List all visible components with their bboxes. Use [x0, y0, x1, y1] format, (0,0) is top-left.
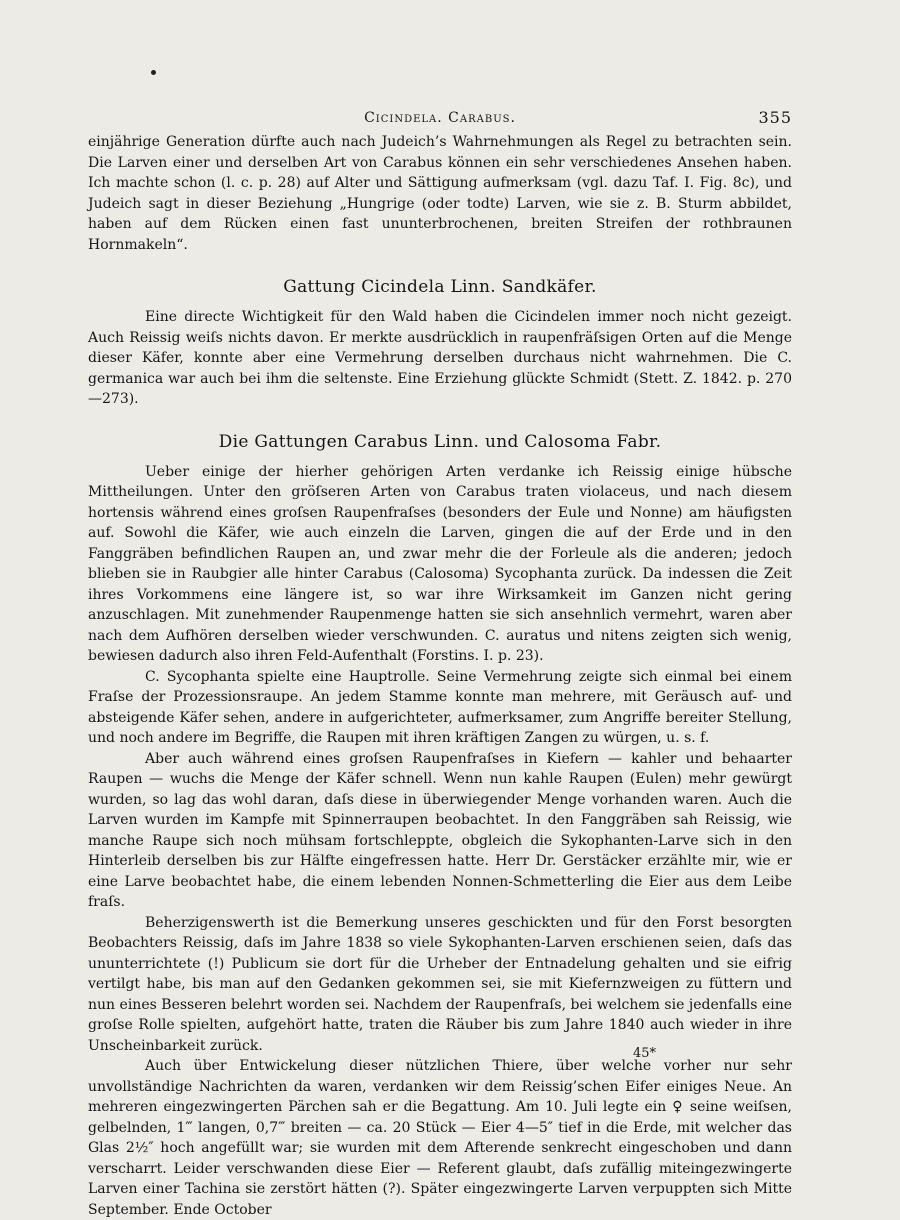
cicindela-paragraph: Eine directe Wichtigkeit für den Wald haben die Cicindelen immer noch nicht gezeigt. Auch Reissig weiſs nichts davon. Er merkte ausdrücklich in raupenfräſsigen Orten auf die Menge dieser Käfer, konnte aber eine Vermehrung derselben durchaus nicht wahrnehmen. Die C. germanica war auch bei ihm die seltenste. Eine Erziehung glückte Schmidt (Stett. Z. 1842. p. 270—273).: [88, 309, 792, 407]
signature-mark: 45*: [633, 1046, 657, 1061]
running-title: Cicindela. Carabus.: [364, 110, 516, 126]
intro-paragraph: einjährige Generation dürfte auch nach Judeich’s Wahrnehmungen als Regel zu betrachten sein. Die Larven einer und derselben Art von Carabus können ein sehr verschiedenes Ansehen haben. Ich machte schon (l. c. p. 28) auf Alter und Sättigung aufmerksam (vgl. dazu Taf. I. Fig. 8c), und Judeich sagt in dieser Beziehung „Hungrige (oder todte) Larven, wie sie z. B. Sturm abbildet, haben auf dem Rücken einen fast ununterbrochenen, breiten Streifen der rothbraunen Hornmakeln“.: [88, 134, 792, 253]
carabus-paragraph-3: Aber auch während eines groſsen Raupenfraſses in Kiefern — kahler und behaarter Raupen — wuchs die Menge der Käfer schnell. Wenn nun kahle Raupen (Eulen) mehr gewürgt wurden, so lag das wohl daran, daſs diese in überwiegender Menge vorhanden waren. Auch die Larven wurden im Kampfe mit Spinnerraupen beobachtet. In den Fanggräben sah Reissig, wie manche Raupe sich noch mühsam fortschleppte, obgleich die Sykophanten-Larve sich in den Hinterleib derselben bis zur Hälfte eingefressen hatte. Herr Dr. Gerstäcker erzählte mir, wie er eine Larve beobachtet habe, die einem lebenden Nonnen-Schmetterling die Eier aus dem Leibe fraſs.: [88, 750, 792, 910]
carabus-paragraph-2: C. Sycophanta spielte eine Hauptrolle. Seine Vermehrung zeigte sich einmal bei einem Fraſse der Prozessionsraupe. An jedem Stamme konnte man mehrere, mit Geräusch auf- und absteigende Käfer sehen, andere in aufgerichteter, aufmerksamer, zum Angriffe bereiter Stellung, und noch andere im Begriffe, die Raupen mit ihren kräftigen Zangen zu würgen, u. s. f.: [88, 668, 792, 746]
ink-speck: [151, 70, 156, 75]
running-head: [88, 104, 792, 132]
page-content: [88, 104, 792, 1218]
carabus-paragraph-4: Beherzigenswerth ist die Bemerkung unseres geschickten und für den Forst besorgten Beobachters Reissig, daſs im Jahre 1838 so viele Sykophanten-Larven erschienen seien, daſs das ununterrichtete (!) Publicum sie dort für die Urheber der Entnadelung gehalten und sie eifrig vertilgt habe, bis man auf den Gedanken gekommen sei, sie mit Kiefernzweigen zu füttern und nun eines Besseren belehrt worden sei. Nachdem der Raupenfraſs, bei welchem sie jedenfalls eine groſse Rolle spielten, aufgehört hatte, traten die Räuber bis zum Jahre 1840 auch wieder in ihre Unscheinbarkeit zurück.: [88, 914, 792, 1054]
carabus-paragraph-5: Auch über Entwickelung dieser nützlichen Thiere, über welche vorher nur sehr unvollständige Nachrichten da waren, verdanken wir dem Reissig’schen Eifer einiges Neue. An mehreren eingezwingerten Pärchen sah er die Begattung. Am 10. Juli legte ein ♀ seine weiſsen, gelbelnden, 1‴ langen, 0,7‴ breiten — ca. 20 Stück — Eier 4—5″ tief in die Erde, mit welcher das Glas 2½″ hoch angefüllt war; sie wurden mit dem Afterende senkrecht eingeschoben und dann verscharrt. Leider verschwanden diese Eier — Referent glaubt, daſs zufällig miteingezwingerte Larven einer Tachina sie zerstört hätten (?). Später eingezwingerte Larven verpuppten sich Mitte September. Ende October: [88, 1058, 792, 1218]
heading-carabus: Die Gattungen Carabus Linn. und Calosoma Fabr.: [218, 431, 662, 452]
heading-cicindela: Gattung Cicindela Linn. Sandkäfer.: [283, 277, 597, 297]
page-number: 355: [758, 108, 792, 127]
carabus-paragraph-1: Ueber einige der hierher gehörigen Arten verdanke ich Reissig einige hübsche Mittheilungen. Unter den gröſseren Arten von Carabus traten violaceus, und nach diesem hortensis während eines groſsen Raupenfraſses (besonders der Eule und Nonne) am häufigsten auf. Sowohl die Käfer, wie auch einzeln die Larven, gingen die auf der Erde und in den Fanggräben befindlichen Raupen an, und zwar mehr die der Forleule als die anderen; jedoch blieben sie in Raubgier alle hinter Carabus (Calosoma) Sycophanta zurück. Da indessen die Zeit ihres Vorkommens eine längere ist, so war ihre Wirksamkeit im Ganzen nicht gering anzuschlagen. Mit zunehmender Raupenmenge hatten sie sich ansehnlich vermehrt, waren aber nach dem Aufhören derselben wieder verschwunden. C. auratus und nitens zeigten sich wenig, bewiesen dadurch also ihren Feld-Aufenthalt (Forstins. I. p. 23).: [88, 463, 792, 664]
